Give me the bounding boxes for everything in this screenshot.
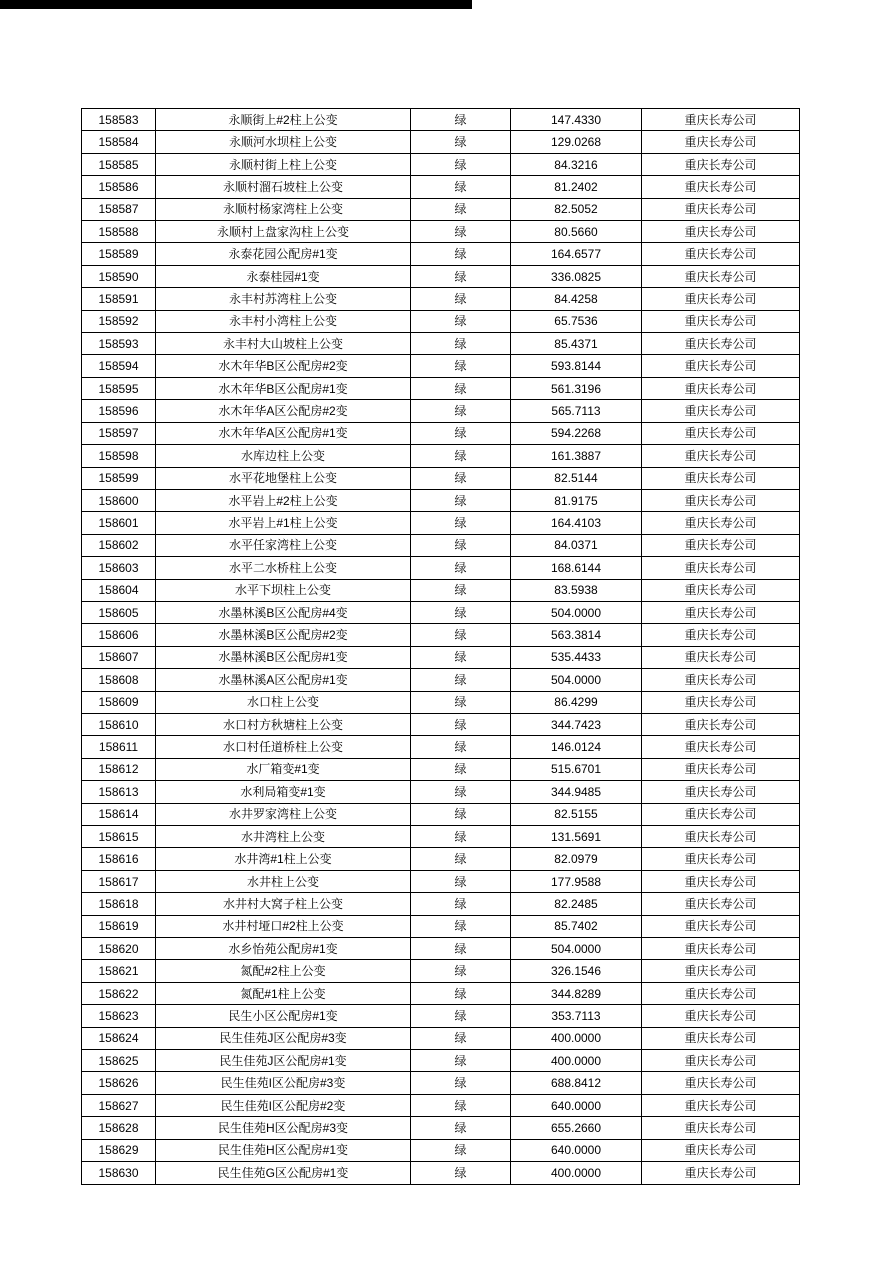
value-cell: 326.1546 bbox=[511, 960, 642, 982]
value-cell: 84.4258 bbox=[511, 288, 642, 310]
table-row bbox=[82, 1027, 800, 1049]
value-cell: 688.8412 bbox=[511, 1072, 642, 1094]
company-cell: 重庆长寿公司 bbox=[642, 333, 800, 355]
name-cell: 水平岩上#2柱上公变 bbox=[156, 489, 411, 511]
value-cell: 81.2402 bbox=[511, 176, 642, 198]
table-row bbox=[82, 870, 800, 892]
table-row bbox=[82, 736, 800, 758]
name-cell: 水平花地堡柱上公变 bbox=[156, 467, 411, 489]
status-cell: 绿 bbox=[411, 691, 511, 713]
status-cell: 绿 bbox=[411, 198, 511, 220]
value-cell: 593.8144 bbox=[511, 355, 642, 377]
id-cell: 158625 bbox=[82, 1050, 156, 1072]
top-edge-bar bbox=[0, 0, 472, 9]
id-cell: 158585 bbox=[82, 153, 156, 175]
company-cell: 重庆长寿公司 bbox=[642, 960, 800, 982]
table-row bbox=[82, 803, 800, 825]
id-cell: 158600 bbox=[82, 489, 156, 511]
value-cell: 131.5691 bbox=[511, 826, 642, 848]
company-cell: 重庆长寿公司 bbox=[642, 848, 800, 870]
company-cell: 重庆长寿公司 bbox=[642, 489, 800, 511]
id-cell: 158612 bbox=[82, 758, 156, 780]
value-cell: 129.0268 bbox=[511, 131, 642, 153]
name-cell: 水平二水桥柱上公变 bbox=[156, 557, 411, 579]
company-cell: 重庆长寿公司 bbox=[642, 1162, 800, 1184]
company-cell: 重庆长寿公司 bbox=[642, 646, 800, 668]
id-cell: 158594 bbox=[82, 355, 156, 377]
value-cell: 86.4299 bbox=[511, 691, 642, 713]
name-cell: 水井柱上公变 bbox=[156, 870, 411, 892]
value-cell: 504.0000 bbox=[511, 938, 642, 960]
id-cell: 158626 bbox=[82, 1072, 156, 1094]
name-cell: 水平岩上#1柱上公变 bbox=[156, 512, 411, 534]
company-cell: 重庆长寿公司 bbox=[642, 1094, 800, 1116]
value-cell: 82.5144 bbox=[511, 467, 642, 489]
status-cell: 绿 bbox=[411, 982, 511, 1004]
table-row bbox=[82, 1139, 800, 1161]
value-cell: 561.3196 bbox=[511, 377, 642, 399]
name-cell: 水井村大窝子柱上公变 bbox=[156, 893, 411, 915]
value-cell: 344.7423 bbox=[511, 713, 642, 735]
status-cell: 绿 bbox=[411, 601, 511, 623]
status-cell: 绿 bbox=[411, 534, 511, 556]
company-cell: 重庆长寿公司 bbox=[642, 198, 800, 220]
name-cell: 民生佳苑H区公配房#1变 bbox=[156, 1139, 411, 1161]
status-cell: 绿 bbox=[411, 153, 511, 175]
status-cell: 绿 bbox=[411, 1162, 511, 1184]
table-row bbox=[82, 265, 800, 287]
table-row bbox=[82, 221, 800, 243]
table-row bbox=[82, 1050, 800, 1072]
name-cell: 水库边柱上公变 bbox=[156, 445, 411, 467]
value-cell: 65.7536 bbox=[511, 310, 642, 332]
value-cell: 504.0000 bbox=[511, 601, 642, 623]
status-cell: 绿 bbox=[411, 646, 511, 668]
status-cell: 绿 bbox=[411, 848, 511, 870]
name-cell: 民生佳苑J区公配房#3变 bbox=[156, 1027, 411, 1049]
company-cell: 重庆长寿公司 bbox=[642, 826, 800, 848]
status-cell: 绿 bbox=[411, 221, 511, 243]
table-row bbox=[82, 534, 800, 556]
status-cell: 绿 bbox=[411, 1050, 511, 1072]
status-cell: 绿 bbox=[411, 938, 511, 960]
value-cell: 504.0000 bbox=[511, 669, 642, 691]
status-cell: 绿 bbox=[411, 803, 511, 825]
id-cell: 158615 bbox=[82, 826, 156, 848]
table-row bbox=[82, 781, 800, 803]
name-cell: 永顺村杨家湾柱上公变 bbox=[156, 198, 411, 220]
name-cell: 民生佳苑G区公配房#1变 bbox=[156, 1162, 411, 1184]
value-cell: 82.5155 bbox=[511, 803, 642, 825]
id-cell: 158599 bbox=[82, 467, 156, 489]
id-cell: 158583 bbox=[82, 109, 156, 131]
name-cell: 民生佳苑J区公配房#1变 bbox=[156, 1050, 411, 1072]
table-row bbox=[82, 512, 800, 534]
value-cell: 80.5660 bbox=[511, 221, 642, 243]
value-cell: 177.9588 bbox=[511, 870, 642, 892]
table-row bbox=[82, 467, 800, 489]
name-cell: 水口村方秋塘柱上公变 bbox=[156, 713, 411, 735]
table-row bbox=[82, 1072, 800, 1094]
value-cell: 640.0000 bbox=[511, 1139, 642, 1161]
table-row bbox=[82, 691, 800, 713]
company-cell: 重庆长寿公司 bbox=[642, 467, 800, 489]
company-cell: 重庆长寿公司 bbox=[642, 422, 800, 444]
company-cell: 重庆长寿公司 bbox=[642, 713, 800, 735]
value-cell: 344.8289 bbox=[511, 982, 642, 1004]
id-cell: 158586 bbox=[82, 176, 156, 198]
table-row bbox=[82, 982, 800, 1004]
table-row bbox=[82, 333, 800, 355]
id-cell: 158628 bbox=[82, 1117, 156, 1139]
value-cell: 655.2660 bbox=[511, 1117, 642, 1139]
company-cell: 重庆长寿公司 bbox=[642, 445, 800, 467]
status-cell: 绿 bbox=[411, 400, 511, 422]
id-cell: 158613 bbox=[82, 781, 156, 803]
value-cell: 82.5052 bbox=[511, 198, 642, 220]
id-cell: 158606 bbox=[82, 624, 156, 646]
value-cell: 344.9485 bbox=[511, 781, 642, 803]
table-row bbox=[82, 355, 800, 377]
table-row bbox=[82, 310, 800, 332]
status-cell: 绿 bbox=[411, 1027, 511, 1049]
table-row bbox=[82, 131, 800, 153]
value-cell: 353.7113 bbox=[511, 1005, 642, 1027]
company-cell: 重庆长寿公司 bbox=[642, 1050, 800, 1072]
id-cell: 158596 bbox=[82, 400, 156, 422]
status-cell: 绿 bbox=[411, 1139, 511, 1161]
transformer-data-table bbox=[81, 108, 800, 1185]
name-cell: 水井湾柱上公变 bbox=[156, 826, 411, 848]
company-cell: 重庆长寿公司 bbox=[642, 1072, 800, 1094]
company-cell: 重庆长寿公司 bbox=[642, 624, 800, 646]
status-cell: 绿 bbox=[411, 870, 511, 892]
value-cell: 594.2268 bbox=[511, 422, 642, 444]
status-cell: 绿 bbox=[411, 1117, 511, 1139]
id-cell: 158611 bbox=[82, 736, 156, 758]
name-cell: 水厂箱变#1变 bbox=[156, 758, 411, 780]
table-row bbox=[82, 243, 800, 265]
value-cell: 82.0979 bbox=[511, 848, 642, 870]
name-cell: 水木年华A区公配房#1变 bbox=[156, 422, 411, 444]
value-cell: 164.4103 bbox=[511, 512, 642, 534]
table-row bbox=[82, 377, 800, 399]
status-cell: 绿 bbox=[411, 176, 511, 198]
name-cell: 永顺村街上柱上公变 bbox=[156, 153, 411, 175]
status-cell: 绿 bbox=[411, 333, 511, 355]
id-cell: 158630 bbox=[82, 1162, 156, 1184]
status-cell: 绿 bbox=[411, 467, 511, 489]
company-cell: 重庆长寿公司 bbox=[642, 915, 800, 937]
value-cell: 83.5938 bbox=[511, 579, 642, 601]
value-cell: 82.2485 bbox=[511, 893, 642, 915]
company-cell: 重庆长寿公司 bbox=[642, 893, 800, 915]
name-cell: 水井村垭口#2柱上公变 bbox=[156, 915, 411, 937]
table-row bbox=[82, 422, 800, 444]
status-cell: 绿 bbox=[411, 131, 511, 153]
table-row bbox=[82, 938, 800, 960]
id-cell: 158627 bbox=[82, 1094, 156, 1116]
value-cell: 168.6144 bbox=[511, 557, 642, 579]
name-cell: 水井湾#1柱上公变 bbox=[156, 848, 411, 870]
status-cell: 绿 bbox=[411, 243, 511, 265]
id-cell: 158624 bbox=[82, 1027, 156, 1049]
status-cell: 绿 bbox=[411, 893, 511, 915]
company-cell: 重庆长寿公司 bbox=[642, 243, 800, 265]
id-cell: 158616 bbox=[82, 848, 156, 870]
company-cell: 重庆长寿公司 bbox=[642, 1027, 800, 1049]
status-cell: 绿 bbox=[411, 422, 511, 444]
status-cell: 绿 bbox=[411, 624, 511, 646]
value-cell: 640.0000 bbox=[511, 1094, 642, 1116]
company-cell: 重庆长寿公司 bbox=[642, 579, 800, 601]
value-cell: 161.3887 bbox=[511, 445, 642, 467]
name-cell: 水乡怡苑公配房#1变 bbox=[156, 938, 411, 960]
company-cell: 重庆长寿公司 bbox=[642, 109, 800, 131]
company-cell: 重庆长寿公司 bbox=[642, 1005, 800, 1027]
status-cell: 绿 bbox=[411, 310, 511, 332]
value-cell: 84.0371 bbox=[511, 534, 642, 556]
company-cell: 重庆长寿公司 bbox=[642, 803, 800, 825]
name-cell: 永顺村溜石坡柱上公变 bbox=[156, 176, 411, 198]
table-row bbox=[82, 445, 800, 467]
id-cell: 158597 bbox=[82, 422, 156, 444]
value-cell: 400.0000 bbox=[511, 1050, 642, 1072]
name-cell: 永泰花园公配房#1变 bbox=[156, 243, 411, 265]
status-cell: 绿 bbox=[411, 1072, 511, 1094]
table-row bbox=[82, 915, 800, 937]
status-cell: 绿 bbox=[411, 826, 511, 848]
id-cell: 158608 bbox=[82, 669, 156, 691]
value-cell: 515.6701 bbox=[511, 758, 642, 780]
table-row bbox=[82, 198, 800, 220]
id-cell: 158609 bbox=[82, 691, 156, 713]
id-cell: 158622 bbox=[82, 982, 156, 1004]
id-cell: 158605 bbox=[82, 601, 156, 623]
id-cell: 158592 bbox=[82, 310, 156, 332]
company-cell: 重庆长寿公司 bbox=[642, 355, 800, 377]
name-cell: 水墨林溪B区公配房#2变 bbox=[156, 624, 411, 646]
status-cell: 绿 bbox=[411, 355, 511, 377]
status-cell: 绿 bbox=[411, 579, 511, 601]
company-cell: 重庆长寿公司 bbox=[642, 669, 800, 691]
name-cell: 水平任家湾柱上公变 bbox=[156, 534, 411, 556]
company-cell: 重庆长寿公司 bbox=[642, 557, 800, 579]
status-cell: 绿 bbox=[411, 377, 511, 399]
id-cell: 158629 bbox=[82, 1139, 156, 1161]
name-cell: 氮配#1柱上公变 bbox=[156, 982, 411, 1004]
id-cell: 158590 bbox=[82, 265, 156, 287]
name-cell: 永泰桂园#1变 bbox=[156, 265, 411, 287]
name-cell: 水利局箱变#1变 bbox=[156, 781, 411, 803]
company-cell: 重庆长寿公司 bbox=[642, 131, 800, 153]
name-cell: 永顺街上#2柱上公变 bbox=[156, 109, 411, 131]
name-cell: 水口村任道桥柱上公变 bbox=[156, 736, 411, 758]
table-row bbox=[82, 893, 800, 915]
company-cell: 重庆长寿公司 bbox=[642, 534, 800, 556]
name-cell: 水墨林溪B区公配房#4变 bbox=[156, 601, 411, 623]
value-cell: 535.4433 bbox=[511, 646, 642, 668]
value-cell: 565.7113 bbox=[511, 400, 642, 422]
table-row bbox=[82, 1162, 800, 1184]
table-row bbox=[82, 1094, 800, 1116]
company-cell: 重庆长寿公司 bbox=[642, 938, 800, 960]
value-cell: 85.4371 bbox=[511, 333, 642, 355]
name-cell: 水井罗家湾柱上公变 bbox=[156, 803, 411, 825]
name-cell: 水口柱上公变 bbox=[156, 691, 411, 713]
value-cell: 164.6577 bbox=[511, 243, 642, 265]
value-cell: 563.3814 bbox=[511, 624, 642, 646]
company-cell: 重庆长寿公司 bbox=[642, 691, 800, 713]
company-cell: 重庆长寿公司 bbox=[642, 310, 800, 332]
company-cell: 重庆长寿公司 bbox=[642, 736, 800, 758]
table-row bbox=[82, 153, 800, 175]
company-cell: 重庆长寿公司 bbox=[642, 870, 800, 892]
company-cell: 重庆长寿公司 bbox=[642, 288, 800, 310]
name-cell: 水墨林溪A区公配房#1变 bbox=[156, 669, 411, 691]
company-cell: 重庆长寿公司 bbox=[642, 781, 800, 803]
id-cell: 158614 bbox=[82, 803, 156, 825]
id-cell: 158620 bbox=[82, 938, 156, 960]
company-cell: 重庆长寿公司 bbox=[642, 153, 800, 175]
name-cell: 民生佳苑I区公配房#3变 bbox=[156, 1072, 411, 1094]
company-cell: 重庆长寿公司 bbox=[642, 176, 800, 198]
company-cell: 重庆长寿公司 bbox=[642, 758, 800, 780]
id-cell: 158593 bbox=[82, 333, 156, 355]
value-cell: 400.0000 bbox=[511, 1162, 642, 1184]
name-cell: 水墨林溪B区公配房#1变 bbox=[156, 646, 411, 668]
table-row bbox=[82, 1117, 800, 1139]
company-cell: 重庆长寿公司 bbox=[642, 982, 800, 1004]
status-cell: 绿 bbox=[411, 781, 511, 803]
id-cell: 158589 bbox=[82, 243, 156, 265]
table-row bbox=[82, 758, 800, 780]
company-cell: 重庆长寿公司 bbox=[642, 265, 800, 287]
id-cell: 158588 bbox=[82, 221, 156, 243]
name-cell: 永顺村上盘家沟柱上公变 bbox=[156, 221, 411, 243]
id-cell: 158584 bbox=[82, 131, 156, 153]
table-row bbox=[82, 624, 800, 646]
status-cell: 绿 bbox=[411, 265, 511, 287]
id-cell: 158610 bbox=[82, 713, 156, 735]
id-cell: 158595 bbox=[82, 377, 156, 399]
id-cell: 158607 bbox=[82, 646, 156, 668]
id-cell: 158591 bbox=[82, 288, 156, 310]
name-cell: 永顺河水坝柱上公变 bbox=[156, 131, 411, 153]
name-cell: 氮配#2柱上公变 bbox=[156, 960, 411, 982]
status-cell: 绿 bbox=[411, 758, 511, 780]
company-cell: 重庆长寿公司 bbox=[642, 377, 800, 399]
value-cell: 81.9175 bbox=[511, 489, 642, 511]
status-cell: 绿 bbox=[411, 512, 511, 534]
table-row bbox=[82, 288, 800, 310]
table-row bbox=[82, 646, 800, 668]
id-cell: 158617 bbox=[82, 870, 156, 892]
company-cell: 重庆长寿公司 bbox=[642, 1139, 800, 1161]
value-cell: 85.7402 bbox=[511, 915, 642, 937]
id-cell: 158601 bbox=[82, 512, 156, 534]
value-cell: 336.0825 bbox=[511, 265, 642, 287]
name-cell: 水木年华A区公配房#2变 bbox=[156, 400, 411, 422]
name-cell: 永丰村小湾柱上公变 bbox=[156, 310, 411, 332]
name-cell: 民生佳苑I区公配房#2变 bbox=[156, 1094, 411, 1116]
id-cell: 158621 bbox=[82, 960, 156, 982]
table-row bbox=[82, 960, 800, 982]
table-row bbox=[82, 669, 800, 691]
status-cell: 绿 bbox=[411, 109, 511, 131]
name-cell: 水平下坝柱上公变 bbox=[156, 579, 411, 601]
id-cell: 158618 bbox=[82, 893, 156, 915]
id-cell: 158623 bbox=[82, 1005, 156, 1027]
status-cell: 绿 bbox=[411, 1094, 511, 1116]
table-row bbox=[82, 400, 800, 422]
table-row bbox=[82, 601, 800, 623]
table-row bbox=[82, 557, 800, 579]
table-row bbox=[82, 109, 800, 131]
id-cell: 158619 bbox=[82, 915, 156, 937]
value-cell: 400.0000 bbox=[511, 1027, 642, 1049]
company-cell: 重庆长寿公司 bbox=[642, 512, 800, 534]
status-cell: 绿 bbox=[411, 713, 511, 735]
id-cell: 158603 bbox=[82, 557, 156, 579]
table-row bbox=[82, 848, 800, 870]
company-cell: 重庆长寿公司 bbox=[642, 221, 800, 243]
status-cell: 绿 bbox=[411, 489, 511, 511]
table-row bbox=[82, 826, 800, 848]
name-cell: 水木年华B区公配房#1变 bbox=[156, 377, 411, 399]
id-cell: 158587 bbox=[82, 198, 156, 220]
name-cell: 民生小区公配房#1变 bbox=[156, 1005, 411, 1027]
value-cell: 147.4330 bbox=[511, 109, 642, 131]
id-cell: 158598 bbox=[82, 445, 156, 467]
table-row bbox=[82, 489, 800, 511]
company-cell: 重庆长寿公司 bbox=[642, 400, 800, 422]
name-cell: 水木年华B区公配房#2变 bbox=[156, 355, 411, 377]
name-cell: 民生佳苑H区公配房#3变 bbox=[156, 1117, 411, 1139]
value-cell: 84.3216 bbox=[511, 153, 642, 175]
status-cell: 绿 bbox=[411, 288, 511, 310]
company-cell: 重庆长寿公司 bbox=[642, 601, 800, 623]
status-cell: 绿 bbox=[411, 736, 511, 758]
table-body bbox=[82, 109, 800, 1185]
table-row bbox=[82, 713, 800, 735]
id-cell: 158602 bbox=[82, 534, 156, 556]
table-row bbox=[82, 579, 800, 601]
status-cell: 绿 bbox=[411, 960, 511, 982]
company-cell: 重庆长寿公司 bbox=[642, 1117, 800, 1139]
status-cell: 绿 bbox=[411, 445, 511, 467]
status-cell: 绿 bbox=[411, 557, 511, 579]
table-row bbox=[82, 1005, 800, 1027]
name-cell: 永丰村苏湾柱上公变 bbox=[156, 288, 411, 310]
status-cell: 绿 bbox=[411, 669, 511, 691]
table-row bbox=[82, 176, 800, 198]
status-cell: 绿 bbox=[411, 915, 511, 937]
name-cell: 永丰村大山坡柱上公变 bbox=[156, 333, 411, 355]
id-cell: 158604 bbox=[82, 579, 156, 601]
status-cell: 绿 bbox=[411, 1005, 511, 1027]
value-cell: 146.0124 bbox=[511, 736, 642, 758]
